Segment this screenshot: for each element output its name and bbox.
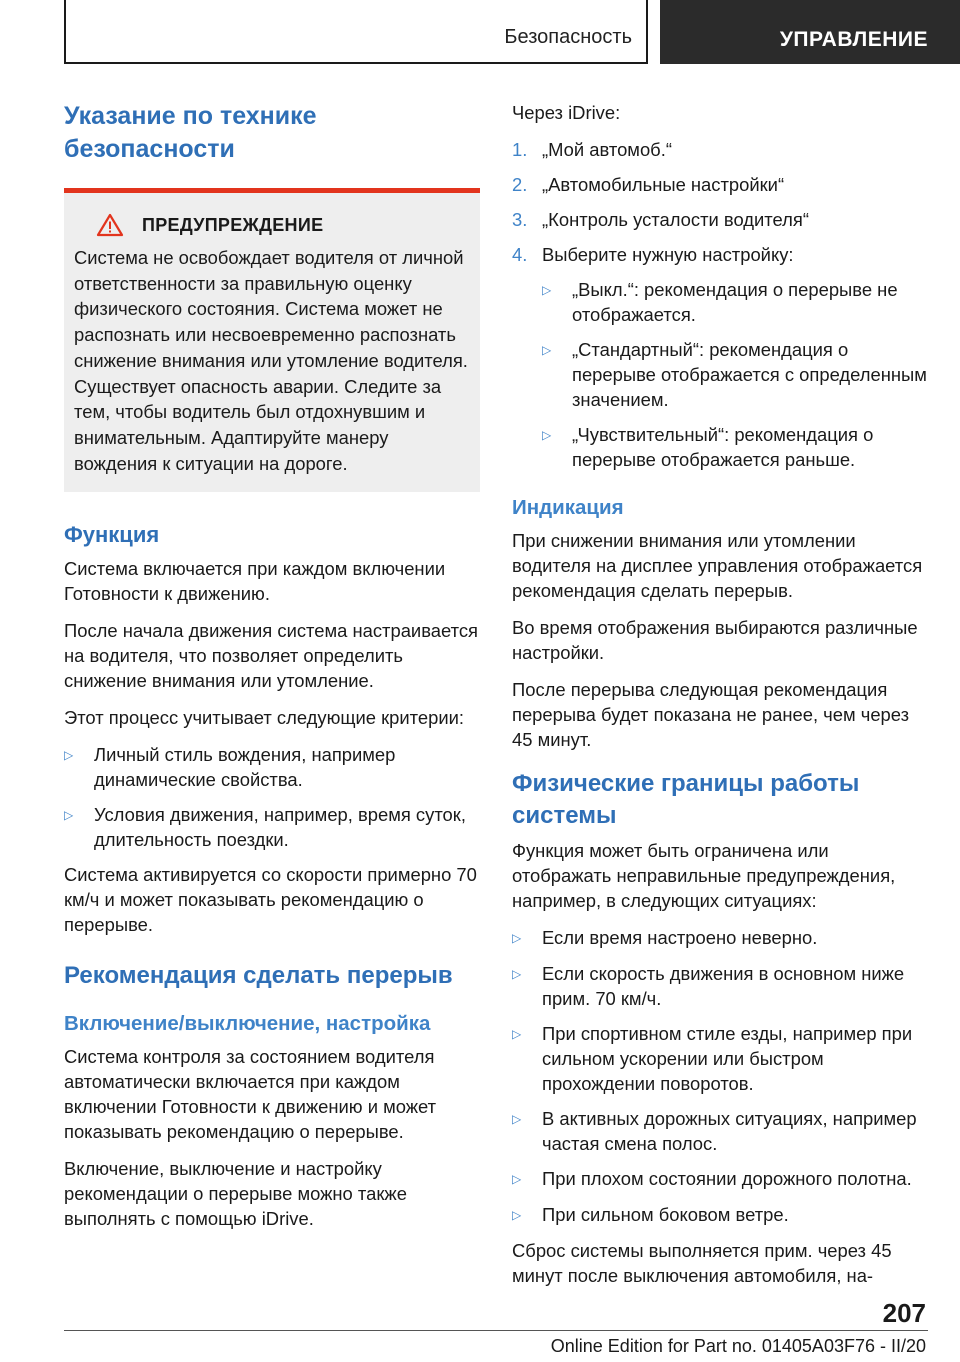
warning-header	[74, 213, 470, 237]
footer-divider	[64, 1330, 928, 1331]
reset-paragraph: Сброс системы выполняется прим. через 45 минут после выключения автомобиля, на-	[512, 1240, 892, 1286]
right-column	[512, 100, 928, 1300]
display-paragraph: При снижении внимания или утомлении водителя на дисплее управления отображается рекомендация сделать перерыв.	[512, 530, 923, 601]
function-paragraph: Система активируется со скорости примерно 70 км/ч и может показывать рекомендацию о перерыве.	[64, 864, 477, 936]
display-heading: Индикация	[512, 496, 624, 519]
list-item: ▷ „Чувствительный“: рекомендация о перерыве отображается раньше.	[542, 424, 874, 470]
safety-heading: Указание по технике безопасности	[64, 102, 317, 163]
options-list	[542, 277, 928, 472]
step-item: 2. „Автомобильные настройки“	[512, 174, 785, 195]
function-paragraph: После начала движения система настраивается на водителя, что позволяет определить снижение внимания или утомление.	[64, 620, 478, 692]
criteria-list	[64, 742, 480, 852]
display-paragraph: После перерыва следующая рекомендация перерыва будет показана не ранее, чем через 45 минут.	[512, 679, 910, 750]
left-column	[64, 100, 480, 1243]
list-item: ▷ При сильном боковом ветре.	[512, 1202, 928, 1228]
limits-list	[512, 925, 928, 1228]
chapter-title: УПРАВЛЕНИЕ	[779, 28, 928, 51]
function-heading: Функция	[64, 522, 160, 548]
list-item: ▷ Условия движения, например, время суток, длительность поездки.	[64, 804, 466, 851]
display-paragraph: Во время отображения выбираются различные настройки.	[512, 617, 918, 663]
onoff-paragraph: Система контроля за состоянием водителя автоматически включается при каждом включении Готовности к движению и может показывать рекомендацию о перерыве.	[64, 1046, 437, 1143]
idrive-steps	[512, 137, 928, 482]
list-item: ▷ „Стандартный“: рекомендация о перерыве отображается с определенным значением.	[542, 339, 927, 410]
step-item: 3. „Контроль усталости водителя“	[512, 209, 809, 230]
list-item: ▷ „Выкл.“: рекомендация о перерыве не отображается.	[542, 279, 898, 325]
warning-triangle-icon	[96, 213, 124, 237]
triangle-bullet-icon: ▷	[512, 931, 522, 945]
list-item: ▷ Если время настроено неверно.	[512, 925, 928, 951]
triangle-bullet-icon: ▷	[542, 283, 552, 297]
warning-box	[64, 193, 480, 492]
step-item: 4. Выберите нужную настройку: ▷ „Выкл.“: рекомендация о перерыве не отображается. ▷ „Стандартный“: рекомендация о перерыве отображается с определенным значением. ▷ „Чувствительный“: рекомендация о перерыве отображается раньше.	[512, 244, 927, 470]
triangle-bullet-icon: ▷	[512, 1172, 522, 1186]
onoff-heading: Включение/выключение, настройка	[64, 1012, 431, 1036]
idrive-intro: Через iDrive:	[512, 102, 621, 123]
function-paragraph: Этот процесс учитывает следующие критерии:	[64, 707, 464, 729]
list-item: ▷ В активных дорожных ситуациях, например частая смена полос.	[512, 1108, 917, 1154]
header-chapter-box	[660, 0, 960, 64]
section-title: Безопасность	[504, 26, 632, 48]
page-number: 207	[882, 1298, 926, 1328]
limits-heading: Физические границы работы системы	[512, 770, 860, 829]
triangle-bullet-icon: ▷	[64, 748, 74, 763]
limits-paragraph: Функция может быть ограничена или отображать неправильные предупреждения, например, в следующих ситуациях:	[512, 840, 896, 911]
triangle-bullet-icon: ▷	[512, 1208, 522, 1222]
list-item: ▷ При плохом состоянии дорожного полотна.	[512, 1166, 928, 1192]
warning-label: ПРЕДУПРЕЖДЕНИЕ	[142, 214, 324, 235]
triangle-bullet-icon: ▷	[64, 808, 74, 823]
triangle-bullet-icon: ▷	[512, 1112, 522, 1126]
list-item: ▷ Личный стиль вождения, например динамические свойства.	[64, 744, 396, 791]
triangle-bullet-icon: ▷	[512, 967, 522, 981]
list-item: ▷ При спортивном стиле езды, например при сильном ускорении или быстром прохождении поворотов.	[512, 1023, 913, 1094]
edition-footer: Online Edition for Part no. 01405A03F76 - II/20	[550, 1336, 926, 1356]
step-item: 1. „Мой автомоб.“	[512, 139, 672, 160]
list-item: ▷ Если скорость движения в основном ниже прим. 70 км/ч.	[512, 963, 905, 1009]
header-section-box	[64, 0, 648, 64]
triangle-bullet-icon: ▷	[512, 1027, 522, 1041]
onoff-paragraph: Включение, выключение и настройку рекомендации о перерыве можно также выполнять с помощью iDrive.	[64, 1158, 407, 1230]
warning-text: Система не освобождает водителя от личной ответственности за правильную оценку физического состояния. Система может не распознать или несвоевременно распознать снижение внимания или утомление водителя. Существует опасность аварии. Следите за тем, чтобы водитель был отдохнувшим и внимательным. Адаптируйте манеру вождения к ситуации на дороге.	[74, 247, 468, 474]
function-paragraph: Система включается при каждом включении Готовности к движению.	[64, 558, 446, 605]
triangle-bullet-icon: ▷	[542, 428, 552, 442]
triangle-bullet-icon: ▷	[542, 343, 552, 357]
break-heading: Рекомендация сделать перерыв	[64, 962, 453, 990]
